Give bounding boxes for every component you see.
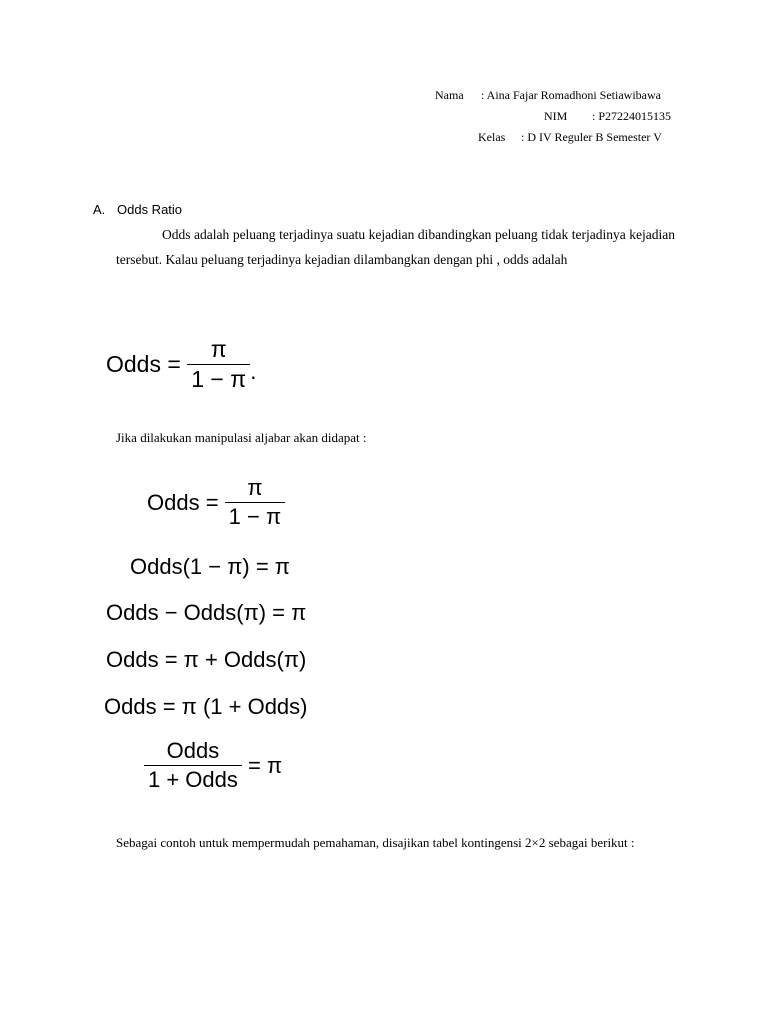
definition-paragraph [116, 222, 675, 272]
nama-value: : Aina Fajar Romadhoni Setiawibawa [481, 88, 661, 102]
nim-value: : P27224015135 [592, 109, 672, 123]
eq7-numerator: Odds [144, 740, 242, 766]
eq2-lhs: Odds = [147, 489, 219, 515]
definition-text: Odds adalah peluang terjadinya suatu kejadian dibandingkan peluang tidak terjadinya kejadian tersebut. Kalau peluang terjadinya kejadian dilambangkan dengan phi , odds adalah [116, 227, 675, 267]
equation-step-4: Odds = π + Odds(π) [106, 647, 307, 672]
section-title: Odds Ratio [117, 202, 183, 217]
nim-label: NIM [544, 109, 568, 123]
example-paragraph: Sebagai contoh untuk mempermudah pemahaman, disajikan tabel kontingensi 2×2 sebagai berikut : [116, 835, 635, 850]
eq7-rhs: = π [248, 752, 283, 778]
header-kelas-line [478, 131, 662, 143]
header-nim-line [544, 110, 671, 122]
eq1-fraction [187, 338, 250, 391]
eq2-fraction [225, 477, 286, 528]
manipulation-text: Jika dilakukan manipulasi aljabar akan didapat : [116, 430, 367, 445]
nama-label: Nama [435, 88, 464, 102]
eq1-denominator: 1 − π [191, 366, 247, 392]
eq7-fraction [144, 740, 242, 791]
equation-odds-definition [106, 338, 256, 391]
equation-step-3: Odds − Odds(π) = π [106, 600, 307, 625]
equation-step-1 [147, 477, 285, 528]
section-marker: A. [93, 202, 106, 217]
eq1-lhs: Odds = [106, 351, 181, 377]
equation-step-6 [144, 740, 282, 791]
eq1-numerator: π [187, 338, 250, 365]
eq1-period: . [250, 358, 257, 384]
kelas-label: Kelas [478, 130, 506, 144]
eq7-denominator: 1 + Odds [148, 767, 238, 792]
header-nama-line [435, 89, 661, 101]
kelas-value: : D IV Reguler B Semester V [521, 130, 662, 144]
eq2-numerator: π [225, 477, 286, 503]
equation-step-2: Odds(1 − π) = π [130, 554, 290, 579]
eq2-denominator: 1 − π [228, 504, 282, 529]
equation-step-5: Odds = π (1 + Odds) [104, 694, 308, 719]
